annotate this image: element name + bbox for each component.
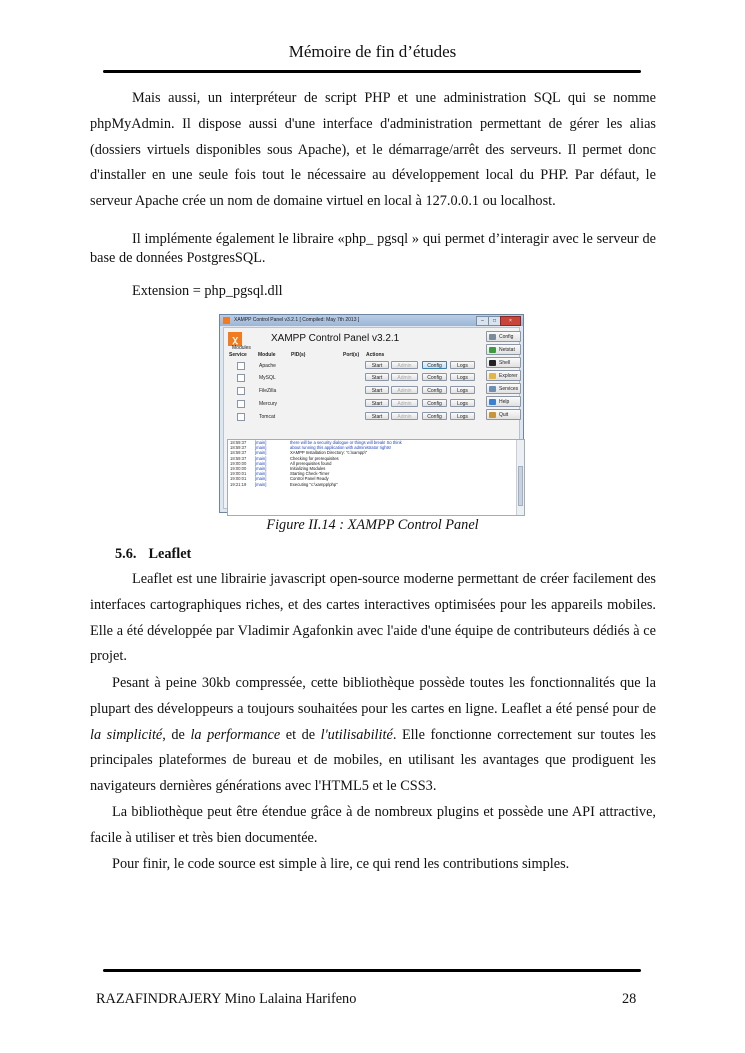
minimize-icon[interactable]: – [476,316,489,326]
module-name: MySQL [259,375,276,381]
netstat-button[interactable]: Netstat [486,344,521,355]
side-config-button[interactable]: Config [486,331,521,342]
log-time: 19:21:19 [230,481,247,487]
figure-caption: Figure II.14 : XAMPP Control Panel [266,517,479,533]
paragraph-leaflet-intro: Leaflet est une librairie javascript open-source moderne permettant de créer facilement des interfaces cartographiques riches, et des cartes interactives optimisées pour les appareils mobiles. Elle a été développée par Vladimir Agafonkin avec l'aide d'une équipe de contributeurs dédiés à ce projet. [90,571,656,665]
config-button[interactable]: Config [422,412,447,420]
logs-button[interactable]: Logs [450,399,475,407]
xampp-window-title: XAMPP Control Panel v3.2.1 [ Compiled: May 7th 2013 ] [234,317,360,323]
service-checkbox[interactable] [237,413,245,421]
scrollbar-thumb[interactable] [518,466,523,506]
log-time: 18:59:37 [230,440,247,445]
log-text: All prerequisites found [290,460,332,466]
col-actions: Actions [366,352,385,358]
log-module: [main] [255,481,267,487]
xampp-title-icon [223,317,230,324]
logs-button[interactable]: Logs [450,412,475,420]
service-checkbox[interactable] [237,387,245,395]
terminal-icon [489,360,496,366]
page-number: 28 [622,991,637,1007]
admin-button[interactable]: Admin [391,373,418,381]
config-button[interactable]: Config [422,373,447,381]
log-rows [228,440,524,487]
log-text: about running this application with administrator rights! [290,445,392,451]
logs-button[interactable]: Logs [450,361,475,369]
log-panel[interactable] [227,439,525,516]
service-checkbox[interactable] [237,400,245,408]
help-icon [489,399,496,405]
help-button[interactable]: Help [486,396,521,407]
log-module: [main] [255,476,267,482]
quit-button[interactable]: Quit [486,409,521,420]
service-checkbox[interactable] [237,374,245,382]
log-text: Control Panel Ready [290,476,329,482]
log-text: Executing "c:\xampp\php" [290,481,338,487]
log-time: 18:59:37 [230,445,247,451]
header-rule [103,70,641,73]
module-row-mercury [224,399,519,409]
log-time: 18:59:37 [230,450,247,456]
close-icon[interactable]: × [500,316,521,326]
services-icon [489,386,496,392]
start-button[interactable]: Start [365,373,389,381]
log-module: [main] [255,460,267,466]
admin-button[interactable]: Admin [391,412,418,420]
logs-button[interactable]: Logs [450,373,475,381]
module-row-filezilla [224,386,519,396]
module-row-tomcat [224,412,519,422]
admin-button[interactable]: Admin [391,361,418,369]
log-time: 19:00:01 [230,471,247,477]
services-button[interactable]: Services [486,383,521,394]
log-module: [main] [255,465,267,471]
log-time: 19:00:00 [230,465,247,471]
folder-icon [489,373,496,379]
service-checkbox[interactable] [237,362,245,370]
explorer-button[interactable]: Explorer [486,370,521,381]
log-text: Checking for prerequisites [290,455,339,461]
admin-button[interactable]: Admin [391,386,418,394]
section-heading [115,546,191,563]
start-button[interactable]: Start [365,361,389,369]
extension-line: Extension = php_pgsql.dll [132,283,283,299]
quit-icon [489,412,496,418]
log-text: Starting Check-Timer [290,471,330,477]
network-icon [489,347,496,353]
config-button[interactable]: Config [422,386,447,394]
log-text: XAMPP Installation Directory: "c:\xampp\" [290,450,368,456]
col-pid: PID(s) [291,352,306,358]
footer-author: RAZAFINDRAJERY Mino Lalaina Harifeno [96,991,357,1007]
log-text: Initializing Modules [290,465,326,471]
log-text: there will be a security dialogue or things will break! So think [290,440,402,445]
paragraph-pgsql: Il implémente également le libraire «php_ pgsql » qui permet d’interagir avec le serveur de base de données PostgresSQL. [90,231,656,266]
section-number: 5.6. [115,546,137,562]
paragraph-leaflet-source: Pour finir, le code source est simple à lire, ce qui rend les contributions simples. [112,856,570,872]
log-module: [main] [255,471,267,477]
modules-label: Modules [232,345,251,351]
log-time: 19:00:01 [230,476,247,482]
section-title: Leaflet [148,546,192,562]
col-module: Module [258,352,276,358]
config-button[interactable]: Config [422,399,447,407]
logs-button[interactable]: Logs [450,386,475,394]
config-button[interactable]: Config [422,361,447,369]
col-service: Service [229,352,247,358]
xampp-window [219,314,524,513]
log-time: 19:00:00 [230,460,247,466]
module-row-apache [224,361,519,371]
xampp-heading: XAMPP Control Panel v3.2.1 [271,333,400,344]
paragraph-leaflet-plugins: La bibliothèque peut être étendue grâce à de nombreux plugins et possède une API attractive, facile à utiliser et très bien documentée. [90,804,656,846]
xampp-body [223,327,520,509]
xampp-logo-icon: ꭓ [228,332,242,346]
paragraph-leaflet-features: Pesant à peine 30kb compressée, cette bibliothèque possède toutes les fonctionnalités que la plupart des développeurs a toujours souhaitées pour les cartes en ligne. Leaflet a été pensé pour de la simplicité, de la performance et de l'utilisabilité. Elle fonctionne correctement sur toutes les principales plateformes de bureau et de mobiles, en utilisant les avantages que prodiguent les navigateurs dernières générations avec l'HTML5 et le CSS3. [90,675,656,795]
module-name: Apache [259,363,276,369]
module-name: Tomcat [259,414,276,420]
admin-button[interactable]: Admin [391,399,418,407]
log-module: [main] [255,440,267,445]
wrench-icon [489,334,496,340]
log-module: [main] [255,455,267,461]
start-button[interactable]: Start [365,399,389,407]
module-name: FileZilla [259,388,277,394]
start-button[interactable]: Start [365,386,389,394]
maximize-icon[interactable]: □ [488,316,501,326]
paragraph-xampp-description: Mais aussi, un interpréteur de script PHP et une administration SQL qui se nomme phpMyAdmin. Il dispose aussi d'une interface d'administration permettant de gérer les alias (dossiers virtuels disponibles sous Apache), et le démarrage/arrêt des serveurs. Il permet donc d'installer en une seule fois tout le nécessaire au développement local du PHP. Par défaut, le serveur Apache crée un nom de domaine virtuel en local à 127.0.0.1 ou localhost. [90,90,656,210]
col-ports: Port(s) [343,352,360,358]
shell-button[interactable]: Shell [486,357,521,368]
module-name: Mercury [259,401,278,407]
log-module: [main] [255,445,267,451]
start-button[interactable]: Start [365,412,389,420]
log-module: [main] [255,450,267,456]
footer-rule [103,969,641,972]
log-time: 18:59:37 [230,455,247,461]
module-row-mysql [224,373,519,383]
log-scrollbar[interactable] [516,440,524,515]
log-row [228,482,524,487]
page-header-title: Mémoire de fin d’études [288,42,457,61]
